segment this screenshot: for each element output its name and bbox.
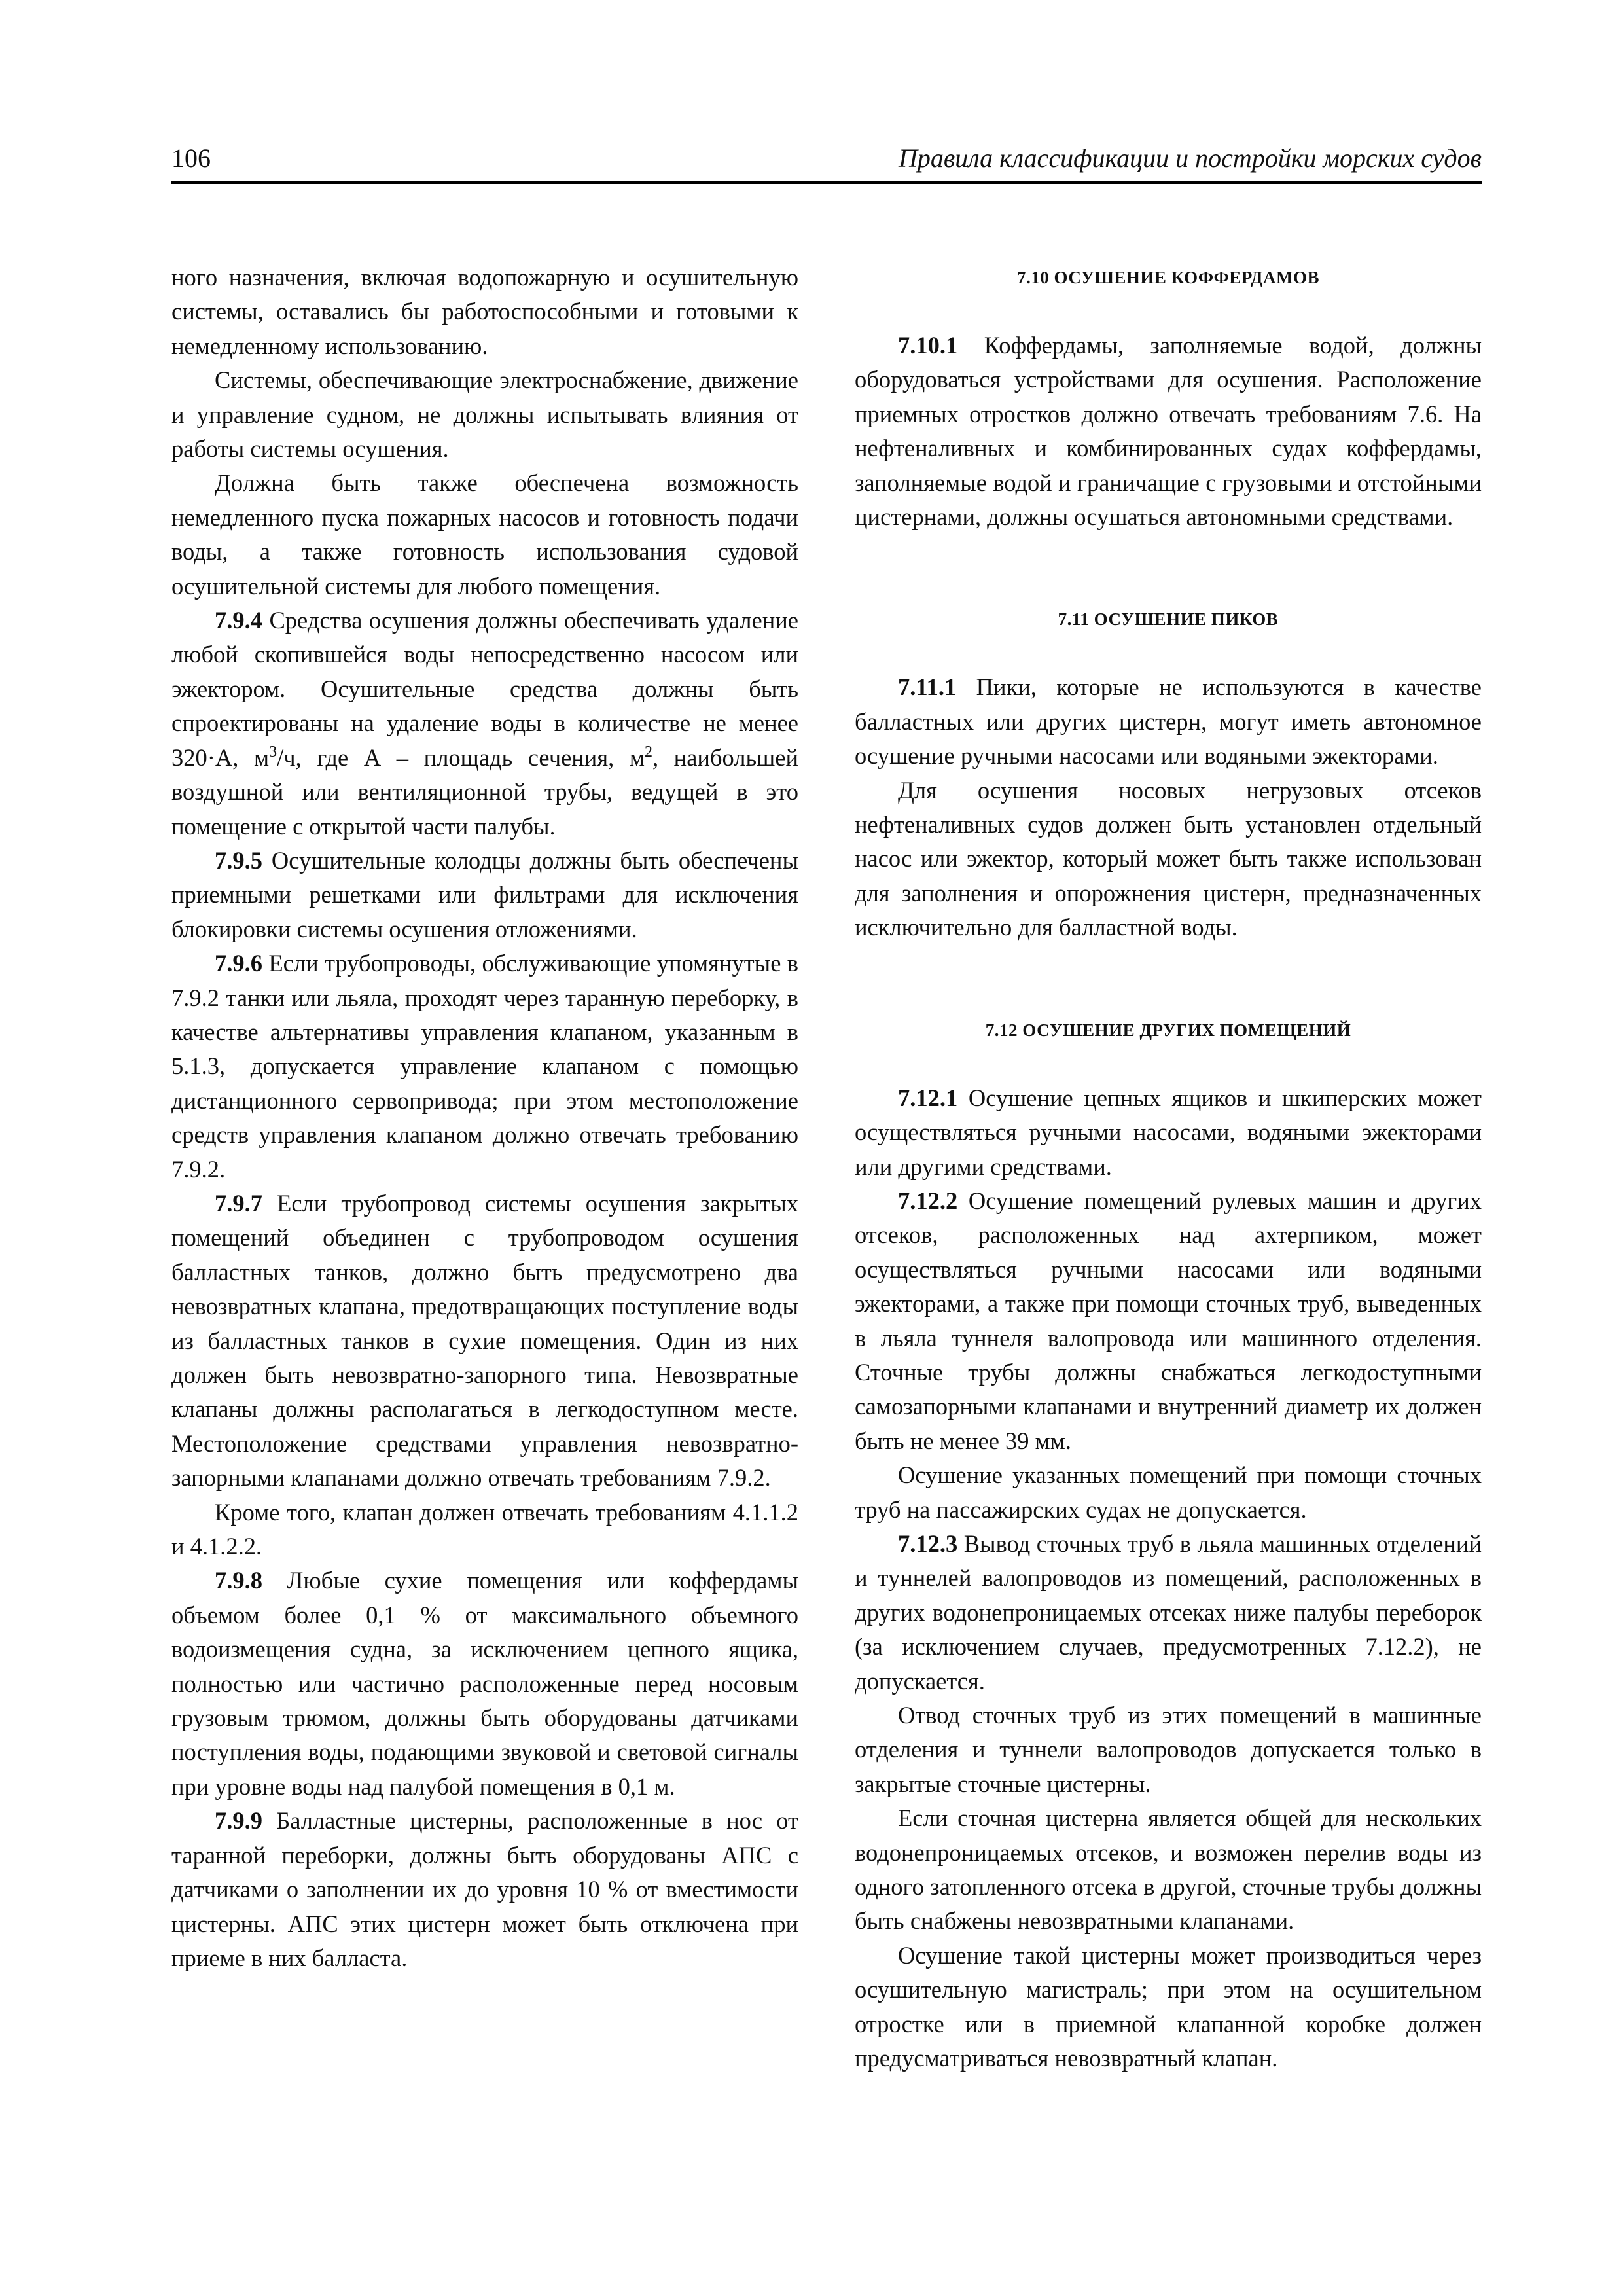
paragraph-7-10-1 bbox=[855, 329, 1482, 534]
paragraph-text: Балластные цистерны, расположенные в нос от таранной переборки, должны быть оборудованы АПС с датчиками о заполнении их до уровня 10 % от вместимости цистерны. АПС этих цистерн может быть отключена при приеме в них балласта. bbox=[171, 1807, 798, 1971]
paragraph-text: Осушение помещений рулевых машин и других отсеков, расположенных над ахтерпиком, может осуществляться ручными насосами или водяными эжекторами, а также при помощи сточных труб, выведенных в льяла туннеля валопровода или машинного отделения. Сточные трубы должны снабжаться легкодоступными самозапорными клапанами и внутренний диаметр их должен быть не менее 39 мм. bbox=[855, 1187, 1482, 1454]
right-column bbox=[855, 260, 1482, 2075]
paragraph-text: Средства осушения должны обеспечивать удаление любой скопившейся воды непосредственно насосом или эжектором. Осушительные средства должны быть спроектированы на удаление воды в количестве не менее 320·А, м bbox=[171, 607, 798, 771]
page-number: 106 bbox=[171, 143, 211, 173]
paragraph-text: Любые сухие помещения или коффердамы объемом более 0,1 % от максимального объемного водоизмещения судна, за исключением цепного ящика, полностью или частично расположенные перед носовым грузовым трюмом, должны быть оборудованы датчиками поступления воды, подающими звуковой и световой сигналы при уровне воды над палубой помещения в 0,1 м. bbox=[171, 1567, 798, 1800]
spacer bbox=[855, 1047, 1482, 1081]
paragraph-7-9-5 bbox=[171, 844, 798, 946]
paragraph-text: Если трубопроводы, обслуживающие упомянутые в 7.9.2 танки или льяла, проходят через таранную переборку, в качестве альтернативы управления клапаном, указанным в 5.1.3, допускается управление клапаном с помощью дистанционного сервопривода; при этом местоположение средств управления клапаном должно отвечать требованию 7.9.2. bbox=[171, 950, 798, 1183]
spacer bbox=[855, 636, 1482, 670]
paragraph-7-12-3 bbox=[855, 1527, 1482, 1698]
page-header bbox=[171, 143, 1482, 179]
clause-number: 7.9.9 bbox=[215, 1807, 262, 1835]
running-title: Правила классификации и постройки морских судов bbox=[898, 143, 1482, 173]
paragraph-text: Вывод сточных труб в льяла машинных отделений и туннелей валопроводов из помещений, расположенных в других водонепроницаемых отсеках ниже палубы переборок (за исключением случаев, предусмотренных 7.12.2), не допускается. bbox=[855, 1530, 1482, 1695]
paragraph-text: Если трубопровод системы осушения закрытых помещений объединен с трубопроводом осушения балластных танков, должно быть предусмотрено два невозвратных клапана, предотвращающих поступление воды из балластных танков в сухие помещения. Один из них должен быть невозвратно-запорного типа. Невозвратные клапаны должны располагаться в легкодоступном месте. Местоположение средствами управления невозвратно-запорными клапанами должно отвечать требованиям 7.9.2. bbox=[171, 1189, 798, 1492]
left-column bbox=[171, 260, 798, 1975]
paragraph: Для осушения носовых негрузовых отсеков нефтеналивных судов должен быть установлен отдельный насос или эжектор, который может быть также использован для заполнения и опорожнения цистерн, предназначенных исключительно для балластной воды. bbox=[855, 776, 1482, 941]
clause-number: 7.9.8 bbox=[215, 1567, 262, 1594]
paragraph: Осушение такой цистерны может производиться через осушительную магистраль; при этом на осушительном отростке или в приемной клапанной коробке должен предусматриваться невозвратный клапан. bbox=[855, 1941, 1482, 2072]
clause-number: 7.9.5 bbox=[215, 846, 262, 874]
section-title-7-11: 7.11 ОСУШЕНИЕ ПИКОВ bbox=[1058, 609, 1279, 630]
clause-number: 7.9.6 bbox=[215, 950, 262, 977]
superscript: 2 bbox=[644, 743, 652, 761]
paragraph: Осушение указанных помещений при помощи сточных труб на пассажирских судах не допускается. bbox=[855, 1462, 1482, 1523]
clause-number: 7.12.1 bbox=[898, 1084, 958, 1111]
paragraph-7-11-1 bbox=[855, 670, 1482, 773]
clause-number: 7.9.4 bbox=[215, 607, 262, 634]
spacer bbox=[855, 945, 1482, 1013]
paragraph-text: /ч, где А – площадь сечения, м bbox=[277, 744, 645, 771]
spacer bbox=[855, 534, 1482, 602]
header-rule bbox=[171, 181, 1482, 184]
clause-number: 7.11.1 bbox=[898, 673, 957, 701]
clause-number: 7.12.3 bbox=[898, 1530, 958, 1557]
paragraph-7-9-6 bbox=[171, 946, 798, 1187]
paragraph-7-12-1 bbox=[855, 1081, 1482, 1184]
paragraph-text: Коффердамы, заполняемые водой, должны оборудоваться устройствами для осушения. Расположение приемных отростков должно отвечать требованиям 7.6. На нефтеналивных и комбинированных судах коффердамы, заполняемые водой и граничащие с грузовыми и отстойными цистернами, должны осушаться автономными средствами. bbox=[855, 332, 1482, 531]
paragraph-text: Пики, которые не используются в качестве балластных или других цистерн, могут иметь автономное осушение ручными насосами или водяными эжекторами. bbox=[855, 673, 1482, 770]
paragraph: Должна быть также обеспечена возможность немедленного пуска пожарных насосов и готовность подачи воды, а также готовность использования судовой осушительной системы для любого помещения. bbox=[171, 469, 798, 600]
paragraph: Кроме того, клапан должен отвечать требованиям 4.1.1.2 и 4.1.2.2. bbox=[171, 1498, 798, 1560]
clause-number: 7.12.2 bbox=[898, 1187, 958, 1214]
superscript: 3 bbox=[269, 743, 277, 761]
clause-number: 7.9.7 bbox=[215, 1189, 262, 1217]
paragraph: ного назначения, включая водопожарную и осушительную системы, оставались бы работоспособными и готовыми к немедленному использованию. bbox=[171, 264, 798, 359]
paragraph-text: , наибольшей воздушной или вентиляционной трубы, ведущей в это помещение с открытой части палубы. bbox=[171, 744, 798, 840]
paragraph: Если сточная цистерна является общей для нескольких водонепроницаемых отсеков, и возможен перелив воды из одного затопленного отсека в другой, сточные трубы должны быть снабжены невозвратными клапанами. bbox=[855, 1804, 1482, 1935]
paragraph-text: Осушение цепных ящиков и шкиперских может осуществляться ручными насосами, водяными эжекторами или другими средствами. bbox=[855, 1084, 1482, 1180]
section-title-7-10: 7.10 ОСУШЕНИЕ КОФФЕРДАМОВ bbox=[1016, 268, 1319, 287]
paragraph: Отвод сточных труб из этих помещений в машинные отделения и туннели валопроводов допускается только в закрытые сточные цистерны. bbox=[855, 1702, 1482, 1797]
paragraph-7-9-9 bbox=[171, 1804, 798, 1975]
clause-number: 7.10.1 bbox=[898, 332, 958, 359]
spacer bbox=[855, 295, 1482, 329]
paragraph-7-12-2 bbox=[855, 1184, 1482, 1458]
paragraph-7-9-4 bbox=[171, 603, 798, 844]
paragraph: Системы, обеспечивающие электроснабжение, движение и управление судном, не должны испытывать влияния от работы системы осушения. bbox=[171, 367, 798, 463]
paragraph-text: Осушительные колодцы должны быть обеспечены приемными решетками или фильтрами для исключения блокировки системы осушения отложениями. bbox=[171, 846, 798, 942]
paragraph-7-9-8 bbox=[171, 1564, 798, 1804]
paragraph-7-9-7 bbox=[171, 1187, 798, 1496]
section-title-7-12: 7.12 ОСУШЕНИЕ ДРУГИХ ПОМЕЩЕНИЙ bbox=[985, 1020, 1351, 1040]
